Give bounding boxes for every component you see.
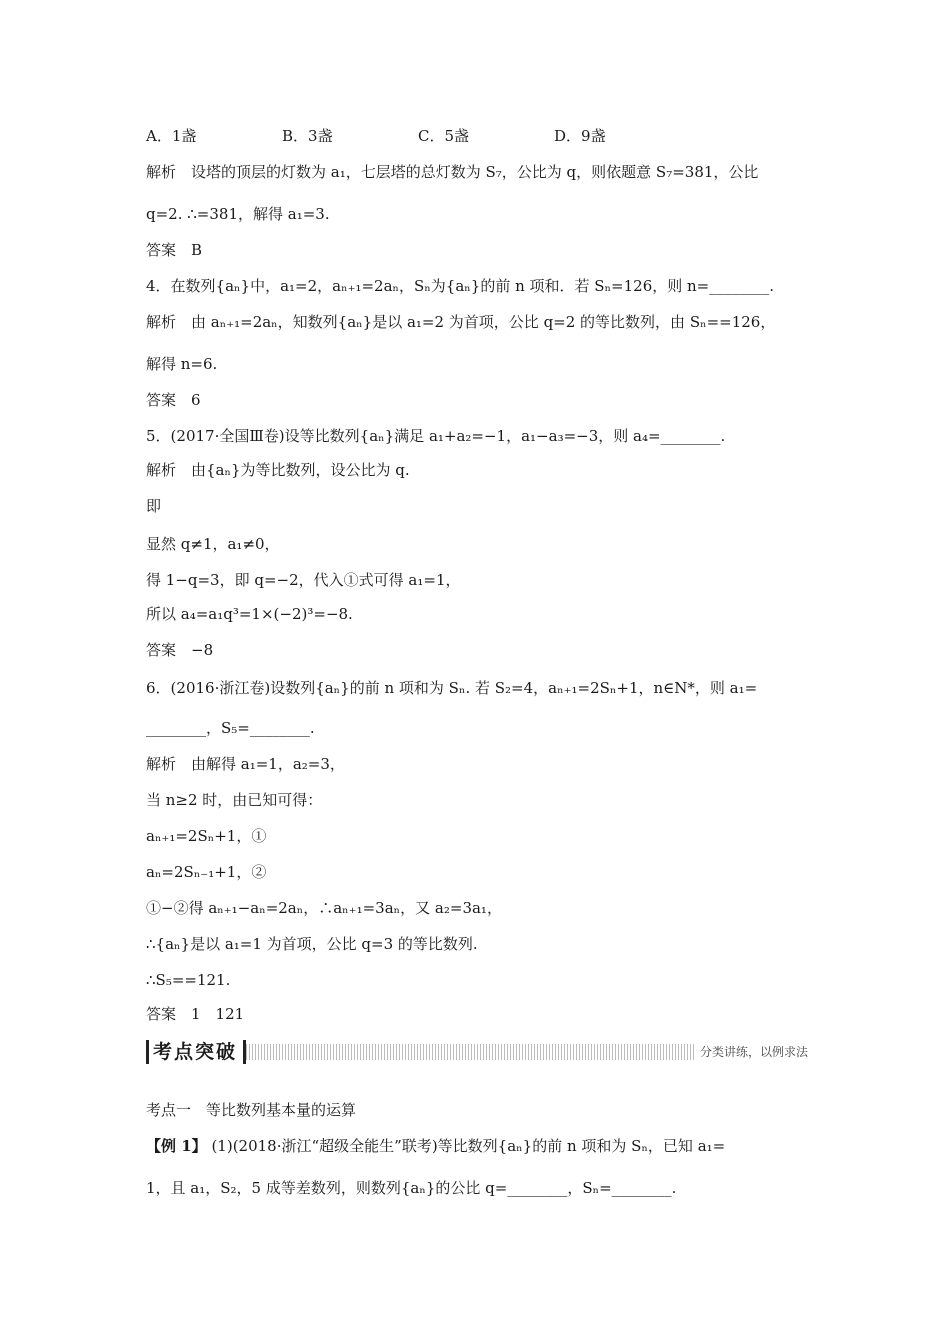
- text-line: 即: [146, 497, 162, 515]
- text-line: ∴S₅==121.: [146, 971, 231, 989]
- answer-line: 答案 B: [146, 241, 203, 259]
- option-b: B．3盏: [282, 127, 333, 145]
- question-line: 4．在数列{aₙ}中，a₁=2，aₙ₊₁=2aₙ，Sₙ为{aₙ}的前 n 项和．若 Sₙ=126，则 n=________.: [146, 277, 775, 295]
- text-line: q=2. ∴=381，解得 a₁=3.: [146, 205, 330, 223]
- question-line: 5．(2017·全国Ⅲ卷)设等比数列{aₙ}满足 a₁+a₂=−1，a₁−a₃=−3，则 a₄=________.: [146, 427, 726, 445]
- example-line: [146, 1136, 725, 1156]
- section-banner: [146, 1040, 814, 1066]
- example-label: 【例 1】: [146, 1137, 207, 1155]
- text-line: 解析 设塔的顶层的灯数为 a₁，七层塔的总灯数为 S₇，公比为 q，则依题意 S₇=381，公比: [146, 163, 759, 181]
- text-line: ①−②得 aₙ₊₁−aₙ=2aₙ，∴aₙ₊₁=3aₙ，又 a₂=3a₁，: [146, 899, 502, 917]
- answer-line: 答案 −8: [146, 641, 214, 659]
- example-line: 1，且 a₁，S₂，5 成等差数列，则数列{aₙ}的公比 q=________，Sₙ=________.: [146, 1179, 677, 1197]
- answer-options: [146, 126, 606, 146]
- option-a: A．1盏: [146, 127, 197, 145]
- equation-line: aₙ=2Sₙ₋₁+1，②: [146, 863, 267, 881]
- banner-title: 考点突破: [146, 1040, 246, 1064]
- text-line: 解析 由 aₙ₊₁=2aₙ，知数列{aₙ}是以 a₁=2 为首项，公比 q=2 的等比数列，由 Sₙ==126，: [146, 313, 776, 331]
- text-line: 解得 n=6.: [146, 355, 218, 373]
- text-line: 显然 q≠1，a₁≠0，: [146, 535, 280, 553]
- question-line: 6．(2016·浙江卷)设数列{aₙ}的前 n 项和为 Sₙ. 若 S₂=4，aₙ₊₁=2Sₙ+1，n∈N*，则 a₁=: [146, 679, 758, 697]
- option-d: D．9盏: [554, 127, 606, 145]
- option-c: C．5盏: [418, 127, 470, 145]
- text-line: 得 1−q=3，即 q=−2，代入①式可得 a₁=1，: [146, 571, 461, 589]
- text-line: 解析 由{aₙ}为等比数列，设公比为 q.: [146, 461, 410, 479]
- text-line: ∴{aₙ}是以 a₁=1 为首项，公比 q=3 的等比数列.: [146, 935, 478, 953]
- banner-subtitle: 分类讲练，以例求法: [694, 1044, 814, 1060]
- answer-line: 答案 6: [146, 391, 201, 409]
- answer-line: 答案 1 121: [146, 1005, 245, 1023]
- equation-line: aₙ₊₁=2Sₙ+1，①: [146, 827, 267, 845]
- question-line: ________，S₅=________.: [146, 719, 315, 737]
- text-line: 所以 a₄=a₁q³=1×(−2)³=−8.: [146, 605, 353, 623]
- example-text: (1)(2018·浙江“超级全能生”联考)等比数列{aₙ}的前 n 项和为 Sₙ，已知 a₁=: [211, 1137, 726, 1155]
- text-line: 当 n≥2 时，由已知可得：: [146, 791, 323, 809]
- section-heading: 考点一 等比数列基本量的运算: [146, 1101, 357, 1119]
- text-line: 解析 由解得 a₁=1，a₂=3，: [146, 755, 345, 773]
